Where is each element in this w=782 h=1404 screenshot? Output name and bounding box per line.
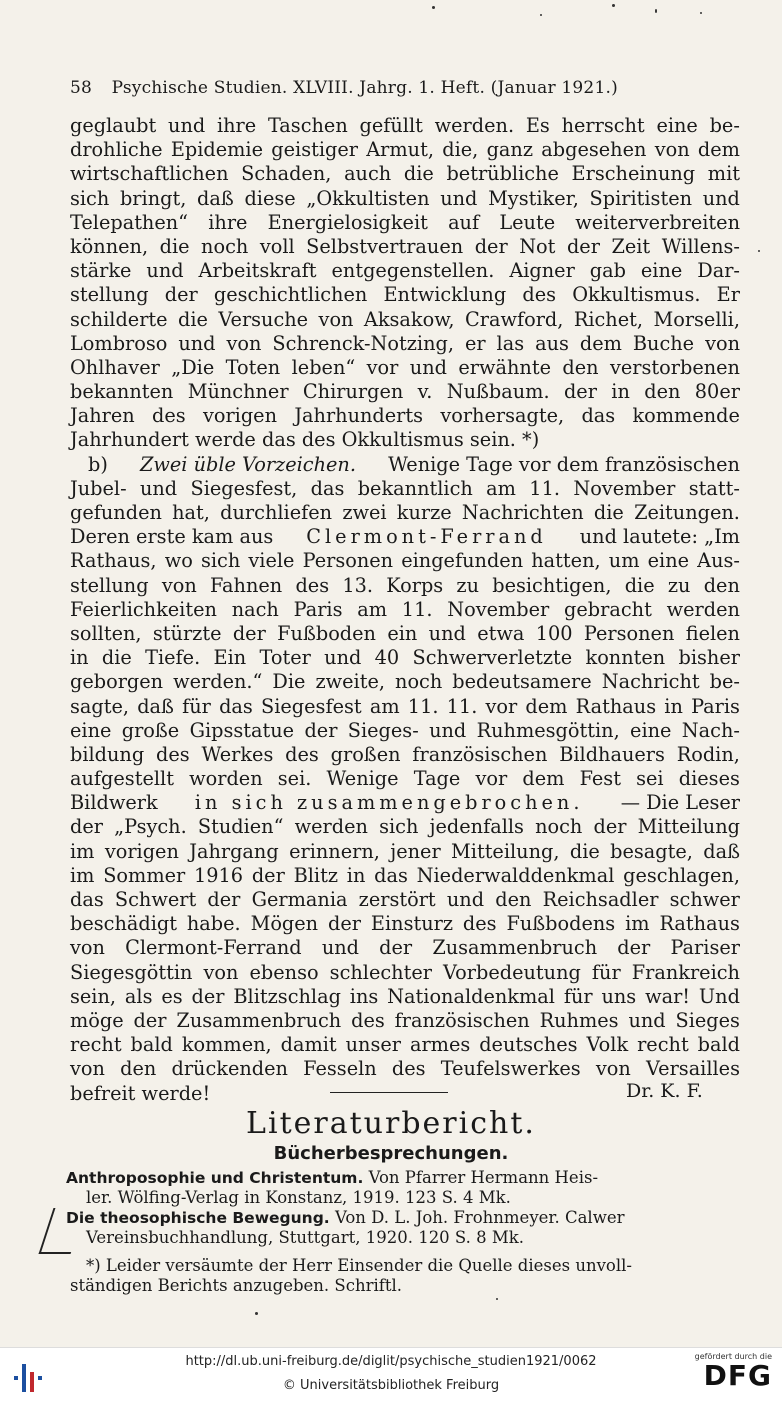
footnote-line: ständigen Berichts anzugeben. Schriftl. [70, 1276, 403, 1295]
paragraph-heading: Zwei üble Vorzeichen. [139, 452, 356, 476]
book-title: Anthroposophie und Christentum. [66, 1169, 364, 1187]
paragraph-label: b) [88, 452, 108, 476]
text-line: sollten, stürzte der Fußboden ein und etwa 100 Personen fielen [70, 621, 740, 645]
text-line: Siegesgöttin von ebenso schlechter Vorbedeutung für Frankreich [70, 960, 740, 984]
text-line [70, 453, 740, 477]
text-line: bildung des Werkes des großen französischen Bildhauers Rodin, [70, 742, 740, 766]
spaced-place-name: Clermont-Ferrand [306, 525, 547, 549]
dfg-logo [682, 1352, 772, 1400]
text-line: Jahrhundert werde das des Okkultismus sein. *) [70, 428, 540, 452]
text-line: Lombroso und von Schrenck-Notzing, er las aus dem Buche von [70, 331, 740, 355]
text-line: bekannten Münchner Chirurgen v. Nußbaum. der in den 80er [70, 380, 740, 404]
book-details: Von D. L. Joh. Frohnmeyer. Calwer [334, 1208, 625, 1227]
text-run: und lautete: „Im [579, 525, 740, 549]
article-body [70, 114, 740, 1106]
text-line: Telepathen“ ihre Energielosigkeit auf Leute weiterverbreiten [70, 210, 740, 234]
text-line: sich bringt, daß diese „Okkultisten und Mystiker, Spiritisten und [70, 186, 740, 210]
text-line: stellung der geschichtlichen Entwicklung des Okkultismus. Er [70, 283, 740, 307]
text-line: von Clermont-Ferrand und der Zusammenbruch der Pariser [70, 936, 740, 960]
text-line: Ohlhaver „Die Toten leben“ vor und erwähnte den verstorbenen [70, 355, 740, 379]
text-line: im vorigen Jahrgang erinnern, jener Mitteilung, die besagte, daß [70, 839, 740, 863]
text-line: Feierlichkeiten nach Paris am 11. November gebracht werden [70, 597, 740, 621]
section-subtitle: Bücherbesprechungen. [273, 1143, 509, 1164]
viewer-footer [0, 1347, 782, 1404]
text-line: eine große Gipsstatue der Sieges- und Ruhmesgöttin, eine Nach- [70, 718, 740, 742]
copyright: © Universitätsbibliothek Freiburg [282, 1378, 500, 1393]
text-line: von den drückenden Fesseln des Teufelswerkes von Versailles [70, 1057, 740, 1081]
section-title: Literaturbericht. [246, 1106, 536, 1141]
signature: Dr. K. F. [626, 1080, 703, 1102]
text-line: Jahren des vorigen Jahrhunderts vorhersagte, das kommende [70, 404, 740, 428]
text-line: geglaubt und ihre Taschen gefüllt werden. Es herrscht eine be- [70, 114, 740, 137]
footnote [70, 1256, 740, 1296]
running-header [70, 78, 710, 98]
text-line [70, 525, 740, 549]
book-reference [66, 1168, 742, 1188]
text-line: recht bald kommen, damit unser armes deutsches Volk recht bald [70, 1033, 740, 1057]
text-line: geborgen werden.“ Die zweite, noch bedeutsamere Nachricht be- [70, 670, 740, 694]
text-line: aufgestellt worden sei. Wenige Tage vor dem Fest sei dieses [70, 767, 740, 791]
text-line: stärke und Arbeitskraft entgegenstellen. Aigner gab eine Dar- [70, 259, 740, 283]
text-run: — Die Leser [620, 791, 740, 815]
text-line: stellung von Fahnen des 13. Korps zu besichtigen, die zu den [70, 573, 740, 597]
dfg-caption: gefördert durch die [694, 1352, 772, 1361]
text-run: Deren erste kam aus [70, 525, 274, 549]
book-reference-cont: Vereinsbuchhandlung, Stuttgart, 1920. 120 S. 8 Mk. [86, 1228, 525, 1247]
text-line: Rathaus, wo sich viele Personen eingefunden hatten, um eine Aus- [70, 549, 740, 573]
text-line: der „Psych. Studien“ werden sich jedenfalls noch der Mitteilung [70, 815, 740, 839]
book-reference [66, 1208, 742, 1228]
text-line: befreit werde! [70, 1081, 211, 1105]
text-line: das Schwert der Germania zerstört und den Reichsadler schwer [70, 888, 740, 911]
book-title: Die theosophische Bewegung. [66, 1209, 330, 1227]
text-line: Jubel- und Siegesfest, das bekanntlich am 11. November statt- [70, 476, 740, 500]
closing-rule [330, 1092, 448, 1093]
text-line: in die Tiefe. Ein Toter und 40 Schwerverletzte konnten bisher [70, 646, 740, 670]
text-run: Wenige Tage vor dem französischen [388, 452, 740, 476]
text-line: wirtschaftlichen Schaden, auch die betrübliche Erscheinung mit [70, 162, 740, 186]
page-number: 58 [70, 78, 93, 98]
permalink[interactable]: http://dl.ub.uni-freiburg.de/diglit/psychische_studien1921/0062 [185, 1354, 597, 1369]
spaced-emphasis: in sich zusammengebrochen. [194, 791, 584, 815]
text-line: gefunden hat, durchliefen zwei kurze Nachrichten die Zeitungen. [70, 501, 740, 524]
book-details: Von Pfarrer Hermann Heis- [368, 1168, 599, 1187]
text-line [70, 791, 740, 815]
text-line: möge der Zusammenbruch des französischen Ruhmes und Sieges [70, 1008, 740, 1032]
book-references [66, 1168, 742, 1248]
text-line: sein, als es der Blitzschlag ins Nationaldenkmal für uns war! Und [70, 984, 740, 1008]
text-line: im Sommer 1916 der Blitz in das Niederwalddenkmal geschlagen, [70, 863, 740, 887]
text-line: schilderte die Versuche von Aksakow, Crawford, Richet, Morselli, [70, 307, 740, 331]
text-line: können, die noch voll Selbstvertrauen der Not der Zeit Willens- [70, 234, 740, 258]
text-run: Bildwerk [70, 791, 158, 815]
text-line: sagte, daß für das Siegesfest am 11. 11. vor dem Rathaus in Paris [70, 694, 740, 718]
text-line: beschädigt habe. Mögen der Einsturz des Fußbodens im Rathaus [70, 912, 740, 936]
running-title: Psychische Studien. XLVIII. Jahrg. 1. Heft. (Januar 1921.) [111, 78, 618, 98]
dfg-logo-text: DFG [703, 1359, 772, 1392]
text-line: drohliche Epidemie geistiger Armut, die, ganz abgesehen von dem [70, 138, 740, 162]
book-reference-cont: ler. Wölfing-Verlag in Konstanz, 1919. 123 S. 4 Mk. [86, 1188, 511, 1207]
footnote-line: *) Leider versäumte der Herr Einsender die Quelle dieses unvoll- [86, 1256, 632, 1275]
